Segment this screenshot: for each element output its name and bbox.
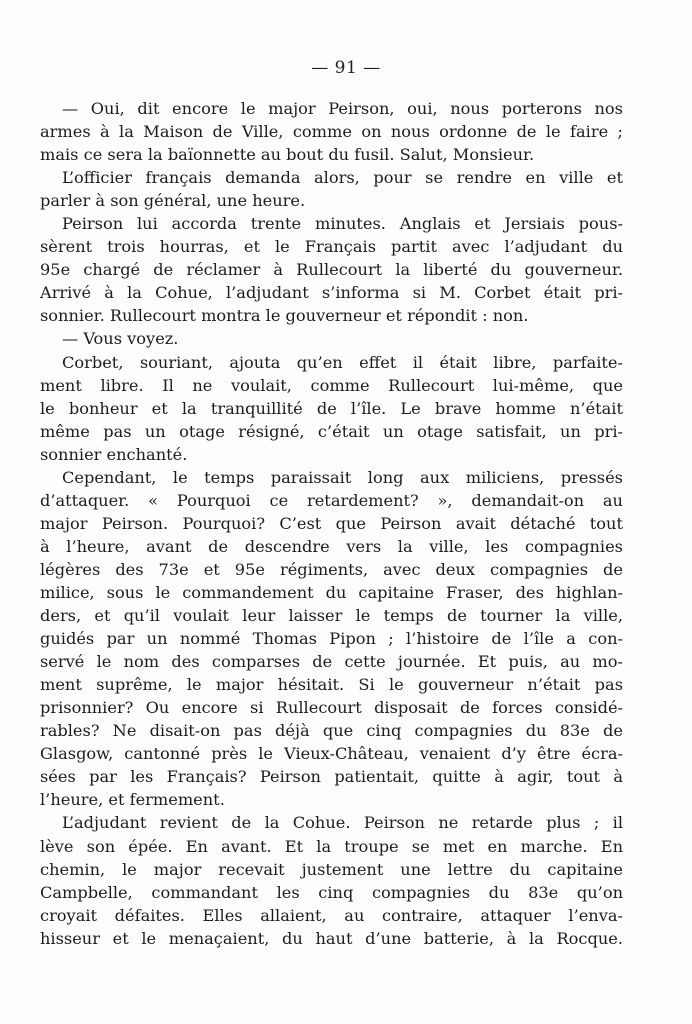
text-line: légères des 73e et 95e régiments, avec deux compagnies de <box>40 559 623 579</box>
text-line: milice, sous le commandement du capitaine Fraser, des highlan- <box>40 582 623 602</box>
text-line: à l’heure, avant de descendre vers la ville, les compagnies <box>40 536 623 556</box>
text-line: le bonheur et la tranquillité de l’île. Le brave homme n’était <box>40 398 623 418</box>
text-line: rables? Ne disait-on pas déjà que cinq compagnies du 83e de <box>40 721 623 741</box>
text-line: 95e chargé de réclamer à Rullecourt la liberté du gouverneur. <box>40 260 623 280</box>
text-line: ment suprême, le major hésitait. Si le gouverneur n’était pas <box>40 675 623 695</box>
text-line: guidés par un nommé Thomas Pipon ; l’histoire de l’île a con- <box>40 629 623 649</box>
text-line: major Peirson. Pourquoi? C’est que Peirson avait détaché tout <box>40 513 623 533</box>
text-line: sonnier enchanté. <box>40 444 188 464</box>
text-line: L’adjudant revient de la Cohue. Peirson ne retarde plus ; il <box>62 813 623 833</box>
text-line: mais ce sera la baïonnette au bout du fusil. Salut, Monsieur. <box>40 145 535 165</box>
page-body-text <box>40 97 623 950</box>
text-line: Corbet, souriant, ajouta qu’en effet il était libre, parfaite- <box>62 352 623 372</box>
text-line: Cependant, le temps paraissait long aux miliciens, pressés <box>62 467 623 487</box>
text-line: sonnier. Rullecourt montra le gouverneur et répondit : non. <box>40 306 529 326</box>
text-line: hisseur et le menaçaient, du haut d’une batterie, à la Rocque. <box>40 928 623 948</box>
text-line: ders, et qu’il voulait leur laisser le temps de tourner la ville, <box>40 606 623 626</box>
text-line: lève son épée. En avant. Et la troupe se met en marche. En <box>40 836 623 856</box>
text-line: — Oui, dit encore le major Peirson, oui, nous porterons nos <box>62 99 623 118</box>
text-line: chemin, le major recevait justement une lettre du capitaine <box>40 859 623 879</box>
text-line: Arrivé à la Cohue, l’adjudant s’informa si M. Corbet était pri- <box>40 283 623 303</box>
text-line: sées par les Français? Peirson patientait, quitte à agir, tout à <box>40 767 623 787</box>
text-line: — Vous voyez. <box>62 329 179 349</box>
text-line: croyait défaites. Elles allaient, au contraire, attaquer l’enva- <box>40 905 623 925</box>
text-line: prisonnier? Ou encore si Rullecourt disposait de forces considé- <box>40 698 623 718</box>
text-line: Peirson lui accorda trente minutes. Anglais et Jersiais pous- <box>62 214 623 234</box>
text-line: L’officier français demanda alors, pour se rendre en ville et <box>62 168 623 188</box>
text-line: Glasgow, cantonné près le Vieux-Château, venaient d’y être écra- <box>40 744 623 764</box>
text-line: Campbelle, commandant les cinq compagnies du 83e qu’on <box>40 882 623 902</box>
text-line: l’heure, et fermement. <box>40 790 225 810</box>
text-line: servé le nom des comparses de cette journée. Et puis, au mo- <box>40 652 623 672</box>
text-line: parler à son général, une heure. <box>40 191 306 211</box>
text-line: même pas un otage résigné, c’était un otage satisfait, un pri- <box>40 421 623 441</box>
page-number: — 91 — <box>311 58 381 78</box>
text-line: ment libre. Il ne voulait, comme Rullecourt lui-même, que <box>40 375 623 395</box>
text-line: armes à la Maison de Ville, comme on nous ordonne de le faire ; <box>40 122 623 142</box>
text-line: d’attaquer. « Pourquoi ce retardement? », demandait-on au <box>40 490 623 510</box>
text-line: sèrent trois hourras, et le Français partit avec l’adjudant du <box>40 237 623 257</box>
